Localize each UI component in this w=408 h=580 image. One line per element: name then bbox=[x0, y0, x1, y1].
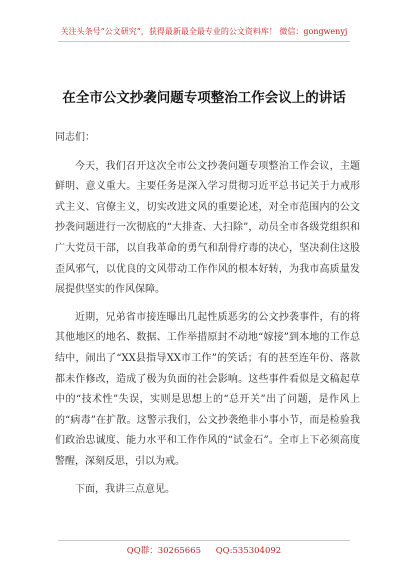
paragraph-incidents: 近期，兄弟省市接连曝出几起性质恶劣的公文抄袭事件，有的将其他地区的地名、数据、工作举措原封不动地“嫁接”到本地的工作总结中，闹出了“XX县指导XX市工作”的笑话；有的甚至连年份、落款都未作修改，造成了极为负面的社会影响。这些事件看似是文稿起草中的“技术性”失误，实则是思想上的“总开关”出了问题，是作风上的“病毒”在扩散。这警示我们，公文抄袭绝非小事小节，而是检验我们政治忠诚度、能力水平和工作作风的“试金石”。全市上下必须高度警醒，深刻反思，引以为戒。 bbox=[55, 311, 360, 467]
footer bbox=[0, 546, 408, 557]
paragraph-intro: 今天，我们召开这次全市公文抄袭问题专项整治工作会议，主题鲜明、意义重大。主要任务是深入学习贯彻习近平总书记关于力戒形式主义、官僚主义，切实改进文风的重要论述，对全市范围内的公文抄袭问题进行一次彻底的“大排查、大扫除”，动员全市各级党组织和广大党员干部，以自我革命的勇气和刮骨疗毒的决心，坚决刹住这股歪风邪气，以优良的文风带动工作作风的根本好转，为我市高质量发展提供坚实的作风保障。 bbox=[55, 160, 360, 296]
footer-qq-group: QQ群：30265665 bbox=[126, 546, 201, 556]
footer-qq: QQ:535304092 bbox=[215, 546, 282, 556]
footer-divider bbox=[58, 540, 350, 541]
document-body bbox=[55, 128, 360, 500]
salutation: 同志们： bbox=[55, 132, 95, 143]
document-title: 在全市公文抄袭问题专项整治工作会议上的讲话 bbox=[62, 90, 346, 106]
header-divider bbox=[58, 41, 350, 42]
paragraph-transition: 下面，我讲三点意见。 bbox=[75, 483, 175, 495]
header-banner: 关注头条号“公文研究”，获得最新最全最专业的公文资料库！ 微信：gongwenyj bbox=[60, 27, 348, 36]
